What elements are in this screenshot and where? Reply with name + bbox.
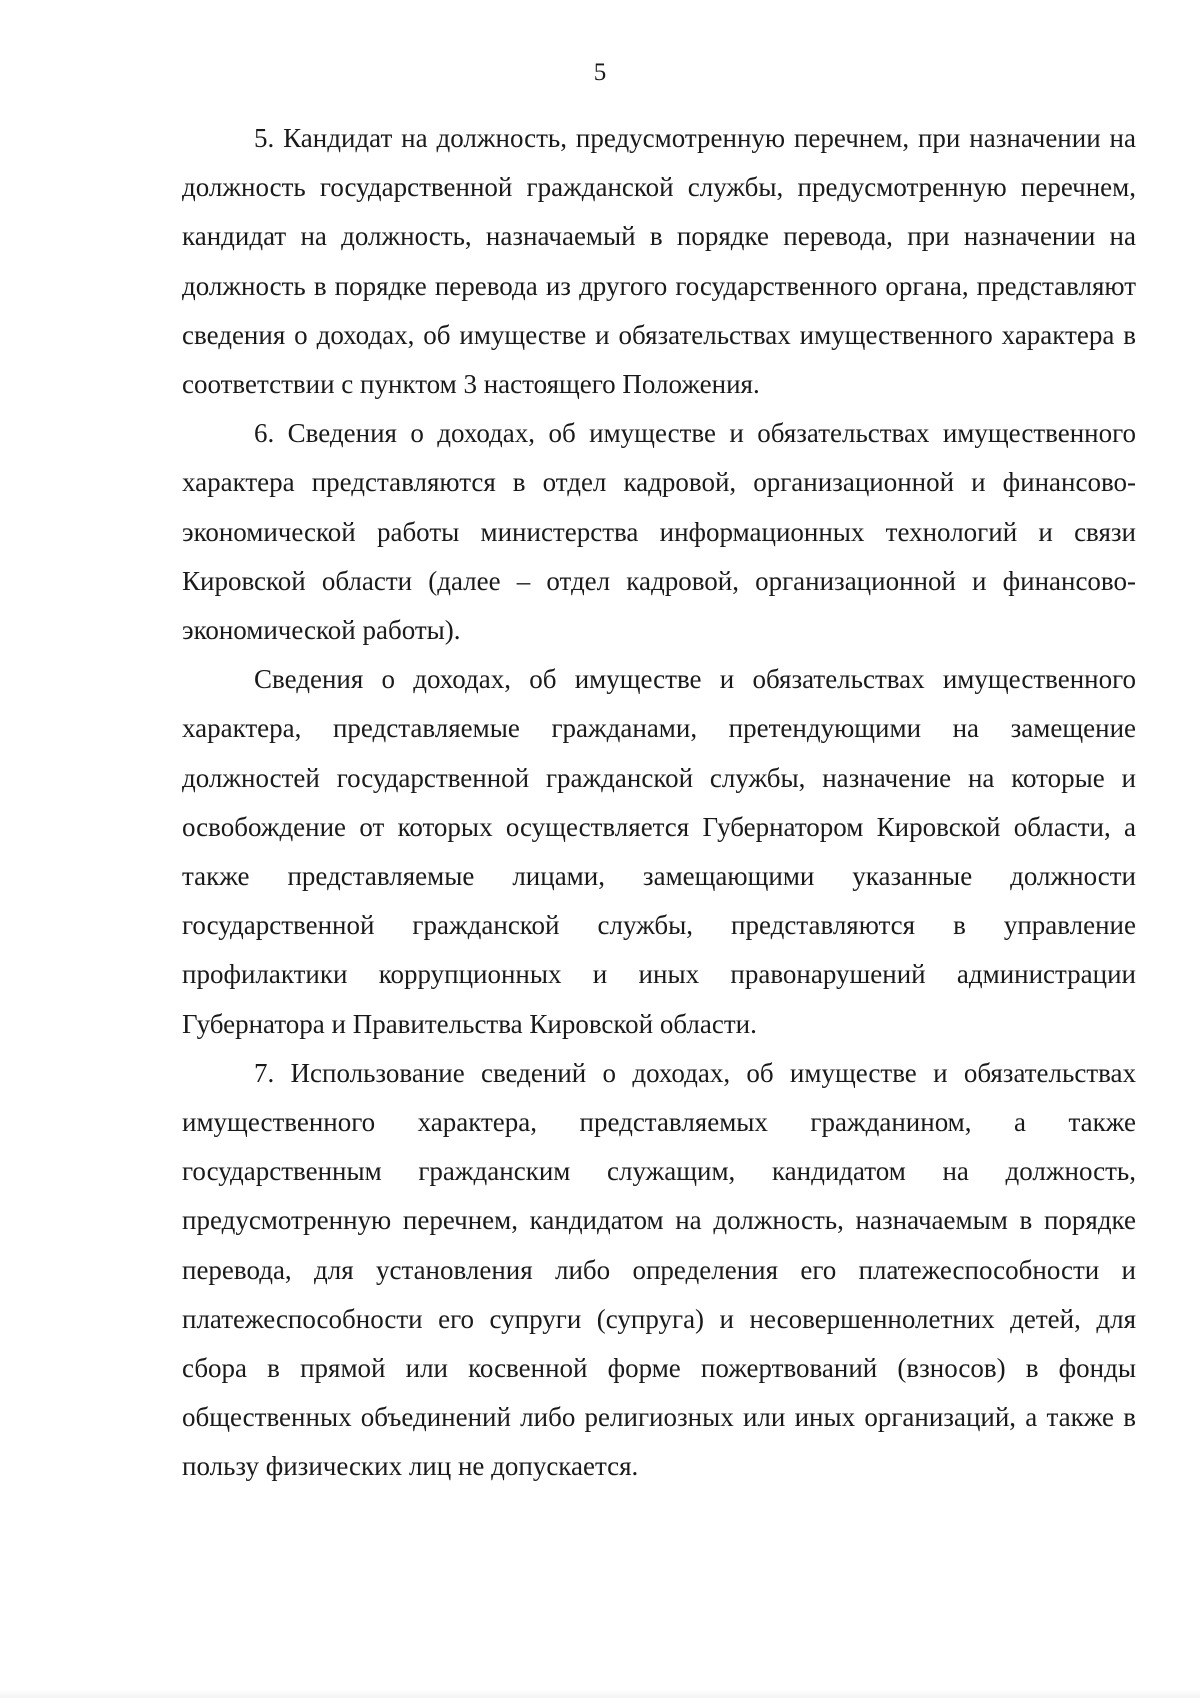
paragraph-7: 7. Использование сведений о доходах, об имуществе и обязательствах имущественного характера, представляемых гражданином, а также государственным гражданским служащим, кандидатом на должность, предусмотренную перечнем, кандидатом на должность, назначаемым в порядке перевода, для установления либо определения его платежеспособности и платежеспособности его супруги (супруга) и несовершеннолетних детей, для сбора в прямой или косвенной форме пожертвований (взносов) в фонды общественных объединений либо религиозных или иных организаций, а также в пользу физических лиц не допускается. — [182, 1057, 1136, 1482]
document-body — [182, 114, 1136, 1492]
scan-edge — [0, 1690, 1200, 1698]
paragraph-5: 5. Кандидат на должность, предусмотренную перечнем, при назначении на должность государственной гражданской службы, предусмотренную перечнем, кандидат на должность, назначаемый в порядке перевода, при назначении на должность в порядке перевода из другого государственного органа, представляют сведения о доходах, об имуществе и обязательствах имущественного характера в соответствии с пунктом 3 настоящего Положения. — [182, 123, 1136, 400]
page-number: 5 — [593, 59, 607, 86]
paragraph-6: 6. Сведения о доходах, об имуществе и обязательствах имущественного характера представляются в отдел кадровой, организационной и финансово-экономической работы министерства информационных технологий и связи Кировской области (далее – отдел кадровой, организационной и финансово-экономической работы). — [182, 418, 1136, 646]
paragraph-6-continued: Сведения о доходах, об имуществе и обязательствах имущественного характера, представляемые гражданами, претендующими на замещение должностей государственной гражданской службы, назначение на которые и освобождение от которых осуществляется Губернатором Кировской области, а также представляемые лицами, замещающими указанные должности государственной гражданской службы, представляются в управление профилактики коррупционных и иных правонарушений администрации Губернатора и Правительства Кировской области. — [182, 664, 1136, 1039]
